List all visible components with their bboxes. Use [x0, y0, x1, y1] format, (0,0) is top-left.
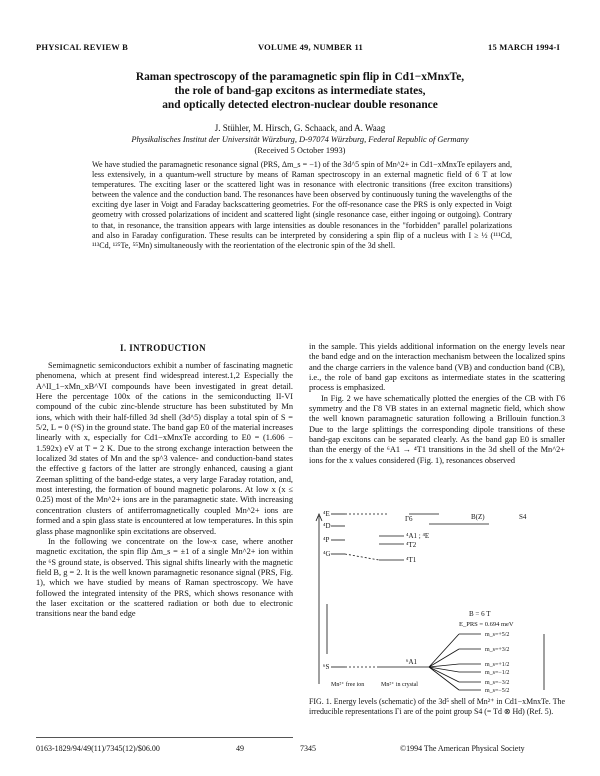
figure-caption: FIG. 1. Energy levels (schematic) of the 3d⁵ shell of Mn²⁺ in Cd1−xMnxTe. The irreducible representations Γi are of the point group S4 (= Td ⊗ Hd) (Ref. 5). — [309, 697, 565, 716]
title-line-2: the role of band-gap excitons as intermediate states, — [174, 85, 426, 97]
volume-footer: 49 — [236, 744, 244, 753]
ms-label: m_s=−3/2 — [485, 680, 510, 686]
authors: J. Stühler, M. Hirsch, G. Schaack, and A. Waag — [214, 123, 386, 133]
free-ion-label: Mn²⁺ free ion — [331, 682, 365, 688]
prs-energy-label: E_PRS = 0.694 meV — [459, 621, 514, 628]
paragraph: In Fig. 2 we have schematically plotted the energies of the CB with Γ6 symmetry and the Γ8 VB states in an external magnetic field, which show the well known paramagnetic saturation following a Brillouin function.3 Due to the large splittings the corresponding dipole transitions of these band-gap excitons can be separated clearly. As the band gap E0 is smaller than the energy of the ⁶A1 → ⁴T1 transitions in the 3d shell of the Mn^2+ ions for the x values considered (Fig. 1), resonances observed — [309, 393, 565, 465]
section-heading: I. INTRODUCTION — [120, 343, 207, 353]
crystal-label: Mn²⁺ in crystal — [381, 682, 418, 688]
left-column — [36, 361, 293, 620]
mid-level-label: ⁴T1 — [406, 556, 417, 564]
received-date: (Received 5 October 1993) — [254, 146, 346, 155]
ms-label: m_s=+3/2 — [485, 647, 510, 653]
mid-level-label: ⁴A1 ; ⁴E — [406, 532, 430, 540]
paragraph: in the sample. This yields additional information on the energy levels near the band edge and on the interaction mechanism between the localized spins and the charge carriers in the valence band (VB) and conduction band (CB), i.e., the role of band gap excitons as intermediate states in the scattering process is emphasized. — [309, 342, 565, 393]
energy-level-figure — [309, 504, 565, 694]
issue-date: 15 MARCH 1994-I — [488, 42, 560, 52]
s4-label: S4 — [519, 513, 527, 521]
level-label: ⁶S — [323, 663, 330, 671]
footer-rule — [36, 737, 293, 738]
issn: 0163-1829/94/49(11)/7345(12)/$06.00 — [36, 744, 160, 753]
title-line-1: Raman spectroscopy of the paramagnetic spin flip in Cd1−xMnxTe, — [135, 71, 465, 83]
mid-level-label: ⁴T2 — [406, 541, 417, 549]
gamma-label: Γ6 — [405, 515, 413, 523]
right-column — [309, 342, 565, 466]
copyright: ©1994 The American Physical Society — [400, 744, 525, 753]
ms-label: m_s=+5/2 — [485, 632, 510, 638]
level-label: ⁴D — [323, 522, 331, 530]
page-number: 7345 — [300, 744, 316, 753]
field-label: B = 6 T — [469, 610, 491, 618]
paragraph: Semimagnetic semiconductors exhibit a number of fascinating magnetic phenomena, which at present find widespread interest.1,2 Especially the A^II_1−xMn_xB^VI compounds have been investigated in great detail. Here the percentage 100x of the cations in the semiconducting II-VI compound of the cubic zinc-blende structure has been substituted by Mn ions, which with their half-filled 3d shell (3d^5) display a total spin of S = 5/2, L = 0 (⁶S) in the ground state. The band gap E0 of the material increases linearly with x, especially for Cd1−xMnxTe according to E0 = (1.606 − 1.592x) eV at T = 2 K. Due to the strong exchange interaction between the localized 3d states of Mn and the sp^3 valence- and conduction-band states the effective g factors of the latter are strongly enhanced, causing a giant Zeeman splitting of the band-edge states, a very large Faraday rotation, and, most interesting, the formation of bound magnetic polarons. At low x (x ≤ 0.25) most of the Mn^2+ ions are in the paramagnetic state. With increasing concentration clusters of antiferromagnetically coupled Mn^2+ ions are formed and a spin glass state is encountered at low temperatures. In this spin glass phase magnonlike spin excitations are observed. — [36, 361, 293, 536]
ms-label: m_s=−1/2 — [485, 670, 510, 676]
journal-name: PHYSICAL REVIEW B — [36, 42, 129, 52]
level-label: ⁴P — [323, 536, 330, 544]
bz-label: B(Z) — [471, 513, 485, 521]
mid-level-label: ⁶A1 — [406, 658, 417, 666]
abstract: We have studied the paramagnetic resonance signal (PRS, Δm_s = −1) of the 3d^5 spin of Mn^2+ in Cd1−xMnxTe epilayers and, less extensively, in a quantum-well structure by means of Raman spectroscopy in an external magnetic field of 6 T at low temperatures. The exciting laser or the scattered light was in resonance with electronic transitions (free exciton transitions) between the valence and the conduction band. The resonances have been observed by continuously tuning the wavelengths of the exciting dye laser in Voigt and Faraday backscattering geometries. For the off-resonance case the PRS is only expected in Voigt geometry with crossed polarizations of incident and scattered light (single resonance case, either ingoing or outgoing). Contrary to that, in resonance, the transition appears with large intensities as double resonances in the "forbidden" parallel polarizations and also in Faraday configuration. These results can be interpreted by considering a spin flip of a nucleus with I ≥ ½ (¹¹¹Cd, ¹¹³Cd, ¹²⁵Te, ⁵⁵Mn) simultaneously with the reorientation of the electronic spin of the 3d shell. — [92, 160, 512, 250]
volume-number: VOLUME 49, NUMBER 11 — [258, 42, 363, 52]
ms-label: m_s=−5/2 — [485, 688, 510, 694]
affiliation: Physikalisches Institut der Universität Würzburg, D-97074 Würzburg, Federal Republic of Germany — [131, 135, 469, 144]
title-line-3: and optically detected electron-nuclear double resonance — [162, 99, 438, 111]
paragraph: In the following we concentrate on the low-x case, where another magnetic excitation, the spin flip Δm_s = ±1 of a single Mn^2+ ion within the ⁶S ground state, is observed. This signal shifts linearly with the magnetic field B, g = 2. It is the well known paramagnetic resonance signal (PRS, Fig. 1), which we have studied by means of Raman spectroscopy. We have followed the integrated intensity of the PRS, which shows resonance with the laser excitation or the scattered radiation or both due to electronic transitions near the band edge — [36, 536, 293, 619]
ms-label: m_s=+1/2 — [485, 662, 510, 668]
level-label: ⁴E — [323, 510, 330, 518]
level-label: ⁴G — [323, 550, 331, 558]
